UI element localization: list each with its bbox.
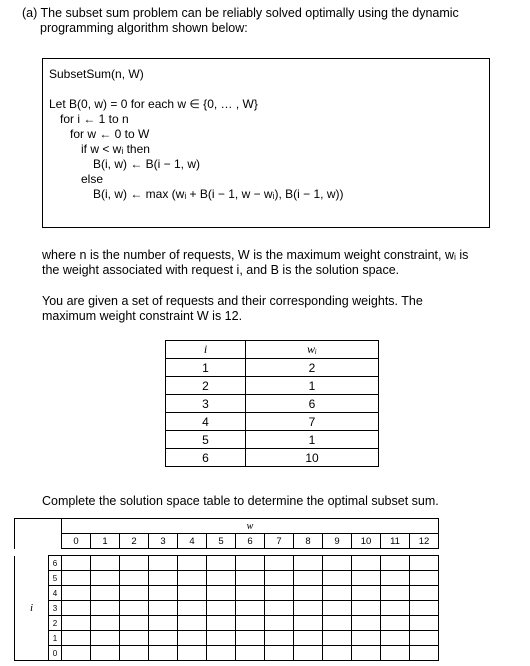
- solution-cell[interactable]: [236, 601, 265, 616]
- i-row-label: 0: [49, 646, 62, 661]
- solution-cell[interactable]: [120, 586, 149, 601]
- table-row: [15, 586, 439, 601]
- request-weight: 10: [246, 449, 379, 467]
- solution-cell[interactable]: [265, 601, 294, 616]
- request-index: 2: [166, 377, 246, 395]
- solution-cell[interactable]: [381, 586, 410, 601]
- solution-cell[interactable]: [323, 616, 352, 631]
- solution-cell[interactable]: [149, 616, 178, 631]
- w-header-cell: 6: [236, 534, 265, 549]
- table-row: [15, 556, 439, 571]
- requests-header-row: [166, 341, 379, 359]
- solution-cell[interactable]: [265, 556, 294, 571]
- intro-line-2: programming algorithm shown below:: [40, 21, 248, 35]
- solution-cell[interactable]: [294, 586, 323, 601]
- w-header-cell: 11: [381, 534, 410, 549]
- request-index: 5: [166, 431, 246, 449]
- w-header-cell: 5: [207, 534, 236, 549]
- table-row: [15, 601, 439, 616]
- table-row: [15, 646, 439, 661]
- i-row-label: 5: [49, 571, 62, 586]
- solution-cell[interactable]: [62, 646, 91, 661]
- solution-cell[interactable]: [323, 586, 352, 601]
- solution-cell[interactable]: [120, 556, 149, 571]
- w-header-cell: 8: [294, 534, 323, 549]
- variable-description: [42, 248, 520, 278]
- solution-cell[interactable]: [207, 646, 236, 661]
- solution-cell[interactable]: [265, 586, 294, 601]
- solution-cell[interactable]: [91, 631, 120, 646]
- solution-cell[interactable]: [352, 616, 381, 631]
- solution-cell[interactable]: [62, 571, 91, 586]
- table-row: [15, 571, 439, 586]
- given-line-2: maximum weight constraint W is 12.: [42, 309, 243, 323]
- description-line-2: the weight associated with request i, and B is the solution space.: [42, 263, 400, 277]
- w-header-cell: 10: [352, 534, 381, 549]
- given-line-1: You are given a set of requests and their corresponding weights. The: [42, 294, 423, 308]
- request-weight: 1: [246, 431, 379, 449]
- solution-cell[interactable]: [294, 616, 323, 631]
- requests-table: [165, 340, 379, 467]
- solution-cell[interactable]: [91, 616, 120, 631]
- solution-cell[interactable]: [410, 616, 439, 631]
- complete-prompt: Complete the solution space table to determine the optimal subset sum.: [42, 494, 439, 508]
- solution-cell[interactable]: [62, 556, 91, 571]
- given-statement: [42, 294, 520, 324]
- solution-cell[interactable]: [352, 646, 381, 661]
- algorithm-header: SubsetSum(n, W): [49, 67, 144, 81]
- w-header-cell: 9: [323, 534, 352, 549]
- gap-cell: [15, 549, 439, 556]
- algorithm-line-1: Let B(0, w) = 0 for each w ∈ {0, … , W}: [49, 97, 258, 111]
- request-weight: 6: [246, 395, 379, 413]
- solution-cell[interactable]: [352, 631, 381, 646]
- solution-cell[interactable]: [352, 601, 381, 616]
- solution-cell[interactable]: [410, 571, 439, 586]
- intro-line-1: (a) The subset sum problem can be reliably solved optimally using the dynamic: [22, 6, 459, 20]
- solution-cell[interactable]: [62, 601, 91, 616]
- header-wi: wᵢ: [246, 341, 379, 359]
- solution-cell[interactable]: [381, 571, 410, 586]
- solution-cell[interactable]: [265, 571, 294, 586]
- corner-cell: [15, 519, 62, 534]
- solution-cell[interactable]: [323, 646, 352, 661]
- solution-space-table: [14, 518, 439, 661]
- solution-cell[interactable]: [323, 571, 352, 586]
- algorithm-line-5: B(i, w) ← B(i − 1, w): [93, 157, 201, 171]
- i-axis-label: i: [15, 556, 49, 661]
- solution-cell[interactable]: [120, 571, 149, 586]
- solution-cell[interactable]: [207, 556, 236, 571]
- solution-cell[interactable]: [178, 571, 207, 586]
- w-header-cell: 4: [178, 534, 207, 549]
- table-row: [15, 631, 439, 646]
- solution-cell[interactable]: [178, 601, 207, 616]
- table-row: [166, 395, 379, 413]
- solution-cell[interactable]: [352, 586, 381, 601]
- solution-cell[interactable]: [294, 601, 323, 616]
- w-label-row: [15, 519, 439, 534]
- solution-cell[interactable]: [294, 646, 323, 661]
- solution-cell[interactable]: [236, 616, 265, 631]
- solution-cell[interactable]: [120, 616, 149, 631]
- request-weight: 1: [246, 377, 379, 395]
- solution-cell[interactable]: [323, 556, 352, 571]
- corner-cell: [15, 534, 62, 549]
- table-row: [166, 377, 379, 395]
- solution-cell[interactable]: [91, 601, 120, 616]
- request-index: 3: [166, 395, 246, 413]
- table-row: [166, 431, 379, 449]
- algorithm-line-2: for i ← 1 to n: [60, 112, 129, 126]
- solution-cell[interactable]: [236, 571, 265, 586]
- solution-cell[interactable]: [178, 646, 207, 661]
- i-row-label: 1: [49, 631, 62, 646]
- table-row: [166, 359, 379, 377]
- solution-cell[interactable]: [265, 646, 294, 661]
- w-axis-label: w: [62, 519, 439, 534]
- solution-cell[interactable]: [91, 586, 120, 601]
- solution-cell[interactable]: [149, 601, 178, 616]
- algorithm-box: [42, 58, 490, 228]
- solution-cell[interactable]: [236, 586, 265, 601]
- i-row-label: 4: [49, 586, 62, 601]
- solution-cell[interactable]: [207, 601, 236, 616]
- solution-cell[interactable]: [294, 631, 323, 646]
- question-intro: [22, 6, 512, 36]
- solution-cell[interactable]: [207, 631, 236, 646]
- solution-cell[interactable]: [323, 631, 352, 646]
- w-header-row: [15, 534, 439, 549]
- algorithm-line-7: B(i, w) ← max (wᵢ + B(i − 1, w − wᵢ), B(i − 1, w)): [93, 187, 344, 201]
- solution-cell[interactable]: [381, 631, 410, 646]
- table-row: [15, 616, 439, 631]
- w-header-cell: 1: [91, 534, 120, 549]
- solution-cell[interactable]: [410, 601, 439, 616]
- solution-cell[interactable]: [91, 646, 120, 661]
- request-index: 4: [166, 413, 246, 431]
- solution-cell[interactable]: [352, 571, 381, 586]
- w-header-cell: 0: [62, 534, 91, 549]
- solution-cell[interactable]: [62, 586, 91, 601]
- solution-cell[interactable]: [149, 556, 178, 571]
- solution-cell[interactable]: [178, 631, 207, 646]
- request-weight: 7: [246, 413, 379, 431]
- request-index: 6: [166, 449, 246, 467]
- header-i: i: [166, 341, 246, 359]
- table-gap: [15, 549, 439, 556]
- solution-cell[interactable]: [294, 571, 323, 586]
- solution-cell[interactable]: [323, 601, 352, 616]
- i-row-label: 2: [49, 616, 62, 631]
- algorithm-line-6: else: [81, 172, 104, 186]
- i-row-label: 6: [49, 556, 62, 571]
- solution-cell[interactable]: [62, 631, 91, 646]
- solution-cell[interactable]: [149, 631, 178, 646]
- solution-cell[interactable]: [149, 586, 178, 601]
- request-index: 1: [166, 359, 246, 377]
- w-header-cell: 3: [149, 534, 178, 549]
- i-row-label: 3: [49, 601, 62, 616]
- solution-cell[interactable]: [236, 631, 265, 646]
- solution-cell[interactable]: [236, 556, 265, 571]
- solution-cell[interactable]: [149, 571, 178, 586]
- solution-cell[interactable]: [178, 586, 207, 601]
- solution-cell[interactable]: [265, 616, 294, 631]
- solution-cell[interactable]: [149, 646, 178, 661]
- solution-cell[interactable]: [381, 601, 410, 616]
- description-line-1: where n is the number of requests, W is the maximum weight constraint, wᵢ is: [42, 248, 469, 262]
- solution-cell[interactable]: [62, 616, 91, 631]
- solution-cell[interactable]: [120, 646, 149, 661]
- solution-cell[interactable]: [120, 631, 149, 646]
- solution-cell[interactable]: [207, 616, 236, 631]
- solution-cell[interactable]: [294, 556, 323, 571]
- solution-cell[interactable]: [265, 631, 294, 646]
- solution-cell[interactable]: [236, 646, 265, 661]
- solution-cell[interactable]: [91, 556, 120, 571]
- solution-cell[interactable]: [207, 586, 236, 601]
- solution-cell[interactable]: [381, 616, 410, 631]
- solution-cell[interactable]: [352, 556, 381, 571]
- solution-cell[interactable]: [381, 646, 410, 661]
- table-row: [166, 413, 379, 431]
- algorithm-line-3: for w ← 0 to W: [70, 127, 150, 141]
- solution-cell[interactable]: [410, 556, 439, 571]
- table-row: [166, 449, 379, 467]
- solution-cell[interactable]: [178, 556, 207, 571]
- solution-cell[interactable]: [381, 556, 410, 571]
- w-header-cell: 12: [410, 534, 439, 549]
- request-weight: 2: [246, 359, 379, 377]
- w-header-cell: 2: [120, 534, 149, 549]
- solution-cell[interactable]: [410, 631, 439, 646]
- solution-cell[interactable]: [120, 601, 149, 616]
- algorithm-line-4: if w < wᵢ then: [81, 142, 150, 156]
- solution-cell[interactable]: [178, 616, 207, 631]
- solution-cell[interactable]: [410, 646, 439, 661]
- solution-cell[interactable]: [91, 571, 120, 586]
- solution-cell[interactable]: [207, 571, 236, 586]
- w-header-cell: 7: [265, 534, 294, 549]
- solution-cell[interactable]: [410, 586, 439, 601]
